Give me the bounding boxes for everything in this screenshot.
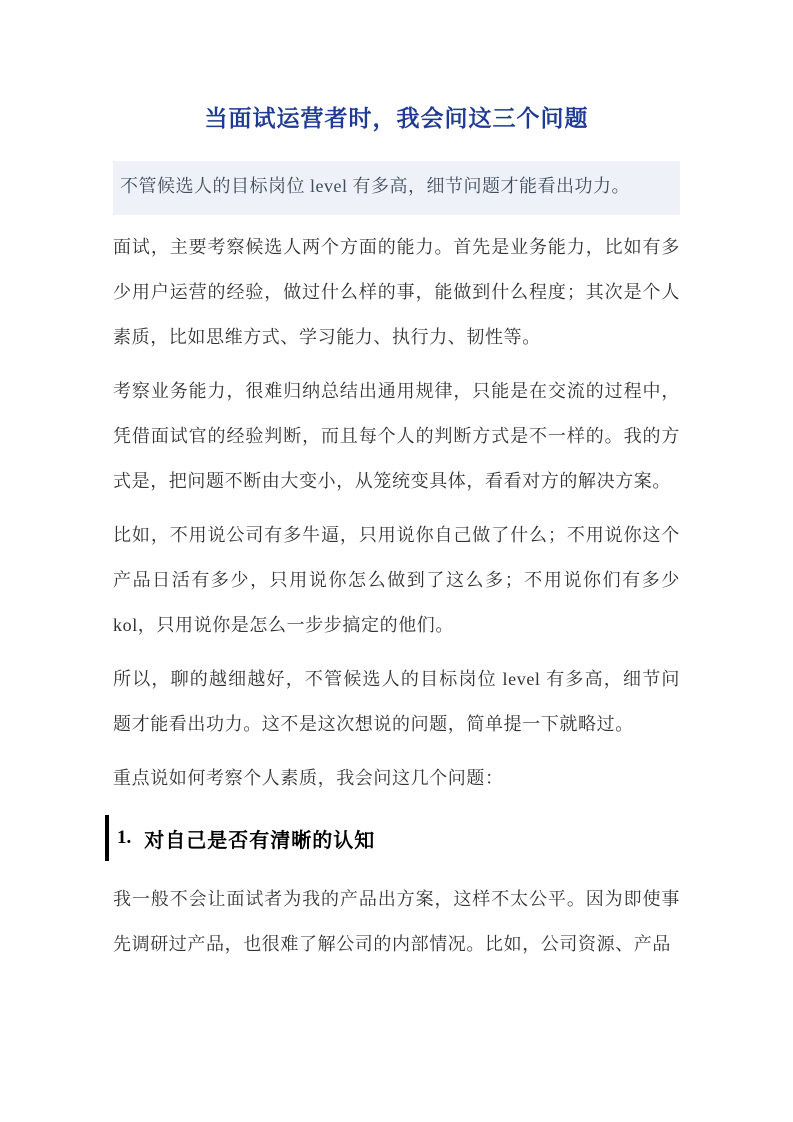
paragraph-5: 重点说如何考察个人素质，我会问这几个问题： [113, 768, 504, 788]
paragraph-6: 我一般不会让面试者为我的产品出方案，这样不太公平。因为即使事先调研过产品，也很难了解公司的内部情况。比如，公司资源、产品 [113, 889, 680, 954]
paragraph-4: 所以，聊的越细越好，不管候选人的目标岗位 level 有多高，细节问题才能看出功力。这不是这次想说的问题，简单提一下就略过。 [113, 669, 680, 734]
heading-accent-bar [105, 815, 109, 861]
highlight-quote: 不管候选人的目标岗位 level 有多高，细节问题才能看出功力。 [113, 161, 680, 215]
paragraph-1: 面试，主要考察候选人两个方面的能力。首先是业务能力，比如有多少用户运营的经验，做过什么样的事，能做到什么程度；其次是个人素质，比如思维方式、学习能力、执行力、韧性等。 [113, 237, 680, 347]
section-heading [105, 815, 680, 861]
paragraph-3: 比如，不用说公司有多牛逼，只用说你自己做了什么；不用说你这个产品日活有多少，只用说你怎么做到了这么多；不用说你们有多少 kol，只用说你是怎么一步步搞定的他们。 [113, 525, 680, 635]
article-title: 当面试运营者时，我会问这三个问题 [204, 105, 589, 131]
section-title: 对自己是否有清晰的认知 [144, 829, 376, 852]
paragraph-2: 考察业务能力，很难归纳总结出通用规律，只能是在交流的过程中，凭借面试官的经验判断，而且每个人的判断方式是不一样的。我的方式是，把问题不断由大变小，从笼统变具体，看看对方的解决方案。 [113, 381, 680, 491]
section-number: 1. [117, 827, 132, 848]
